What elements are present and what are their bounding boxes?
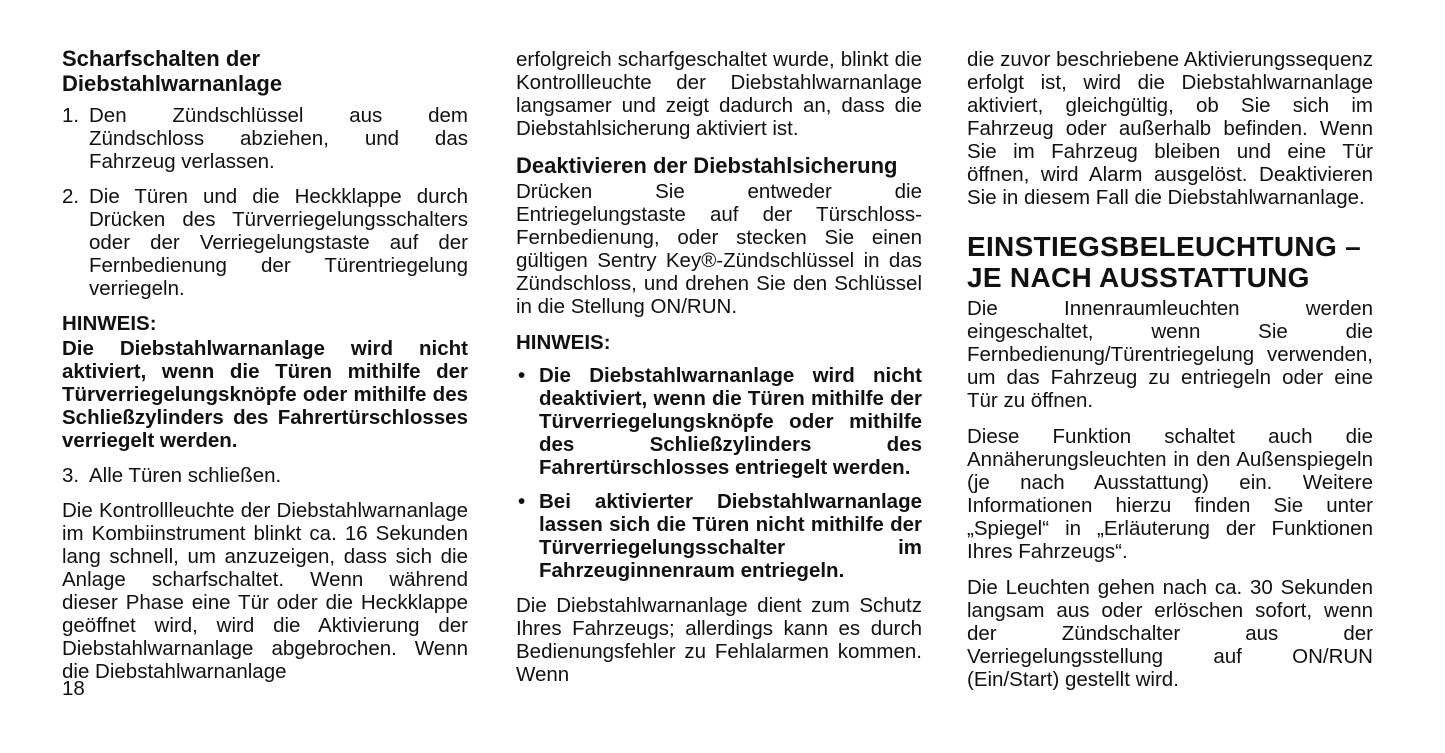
note-label: HINWEIS:	[62, 312, 157, 335]
section-heading-deactivate: Deaktivieren der Diebstahlsicherung	[516, 153, 898, 178]
step-text: Den Zündschlüssel aus dem Zündschloss abziehen, und das Fahrzeug verlassen.	[89, 104, 468, 173]
step-number: 1.	[62, 104, 80, 127]
list-item	[516, 490, 922, 582]
body-paragraph: Die Leuchten gehen nach ca. 30 Sekunden langsam aus oder erlöschen sofort, wenn der Zündschalter aus der Verriegelungsstellung auf ON/RUN (Ein/Start) gestellt wird.	[967, 576, 1373, 691]
column-3	[967, 48, 1373, 704]
body-paragraph: erfolgreich scharfgeschaltet wurde, blinkt die Kontrollleuchte der Diebstahlwarnanlage langsamer und zeigt dadurch an, dass die Diebstahlsicherung aktiviert ist.	[516, 48, 922, 140]
note-label: HINWEIS:	[516, 331, 611, 354]
page-number: 18	[62, 677, 85, 700]
note-bullets	[516, 364, 922, 582]
step-number: 2.	[62, 185, 80, 208]
step-text: Alle Türen schließen.	[89, 464, 282, 487]
body-paragraph: Diese Funktion schaltet auch die Annäherungsleuchten in den Außenspiegeln (je nach Ausstattung) ein. Weitere Informationen hierzu finden Sie unter „Spiegel“ in „Erläuterung der Funktionen Ihres Fahrzeugs“.	[967, 425, 1373, 563]
body-paragraph: Die Diebstahlwarnanlage dient zum Schutz Ihres Fahrzeugs; allerdings kann es durch Bedienungsfehler zu Fehlalarmen kommen. Wenn	[516, 594, 922, 686]
body-paragraph: die zuvor beschriebene Aktivierungssequenz erfolgt ist, wird die Diebstahlwarnanlage aktiviert, gleichgültig, ob Sie sich im Fahrzeug oder außerhalb befinden. Wenn Sie im Fahrzeug bleiben und eine Tür öffnen, wird Alarm ausgelöst. Deaktivieren Sie in diesem Fall die Diebstahlwarnanlage.	[967, 48, 1373, 209]
list-item	[62, 464, 468, 487]
bullet-icon: •	[518, 490, 526, 513]
body-paragraph: Drücken Sie entweder die Entriegelungstaste auf der Türschloss-Fernbedienung, oder stecken Sie einen gültigen Sentry Key®-Zündschlüssel in das Zündschloss, und drehen Sie den Schlüssel in die Stellung ON/RUN.	[516, 180, 922, 318]
body-paragraph: Die Innenraumleuchten werden eingeschaltet, wenn Sie die Fernbedienung/Türentriegelung verwenden, um das Fahrzeug zu entriegeln oder eine Tür zu öffnen.	[967, 297, 1373, 412]
column-2	[516, 48, 922, 699]
list-item	[62, 185, 468, 300]
step-number: 3.	[62, 464, 80, 487]
bullet-text: Die Diebstahlwarnanlage wird nicht deaktiviert, wenn die Türen mithilfe der Türverriegelungsknöpfe oder mithilfe des Schließzylinders des Fahrertürschlosses entriegelt werden.	[539, 364, 922, 479]
column-1	[62, 46, 468, 696]
bullet-text: Bei aktivierter Diebstahlwarnanlage lassen sich die Türen nicht mithilfe der Türverriegelungsschalter im Fahrzeuginnenraum entriegeln.	[539, 490, 922, 582]
section-heading-arming: Scharfschalten der Diebstahlwarnanlage	[62, 46, 283, 96]
body-paragraph: Die Kontrollleuchte der Diebstahlwarnanlage im Kombiinstrument blinkt ca. 16 Sekunden lang schnell, um anzuzeigen, dass sich die Anlage scharfschaltet. Wenn während dieser Phase eine Tür oder die Heckklappe geöffnet wird, wird die Aktivierung der Diebstahlwarnanlage abgebrochen. Wenn die Diebstahlwarnanlage	[62, 499, 468, 683]
bullet-icon: •	[518, 364, 526, 387]
step-text: Die Türen und die Heckklappe durch Drücken des Türverriegelungsschalters oder der Verriegelungstaste auf der Fernbedienung der Türentriegelung verriegeln.	[89, 185, 468, 300]
list-item	[516, 364, 922, 479]
note-text: Die Diebstahlwarnanlage wird nicht aktiviert, wenn die Türen mithilfe der Türverriegelungsknöpfe oder mithilfe des Schließzylinders des Fahrertürschlosses verriegelt werden.	[62, 337, 468, 452]
arming-steps-continued	[62, 464, 468, 487]
arming-steps	[62, 104, 468, 300]
list-item	[62, 104, 468, 173]
section-heading-entry-lighting: EINSTIEGSBELEUCHTUNG – JE NACH AUSSTATTUNG	[967, 231, 1361, 293]
